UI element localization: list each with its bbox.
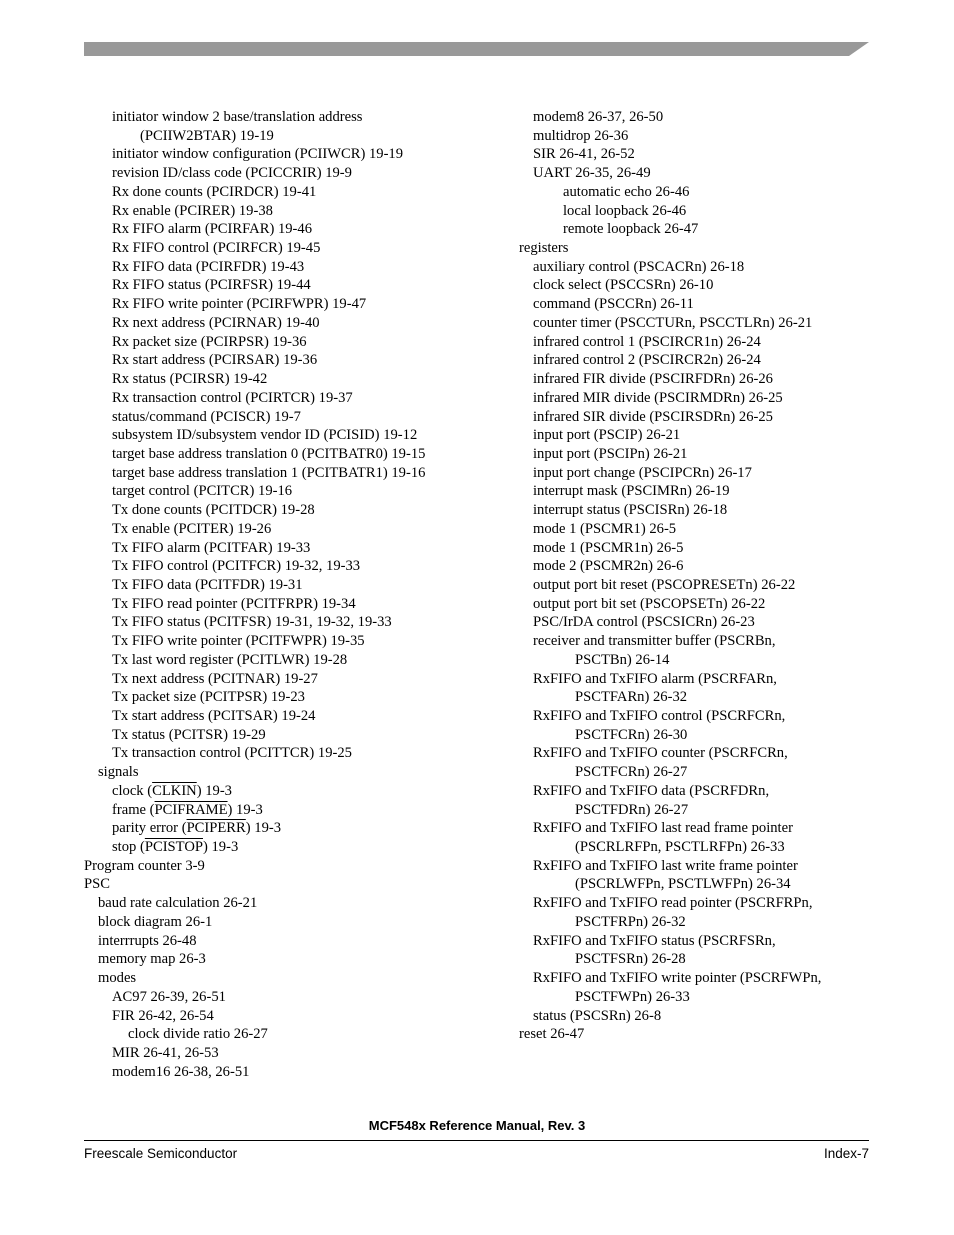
index-entry-text: Rx start address (PCIRSAR) 19-36 bbox=[112, 352, 318, 369]
index-entry bbox=[519, 613, 879, 632]
index-entry-text: infrared SIR divide (PSCIRSDRn) 26-25 bbox=[533, 408, 773, 425]
index-entry-text: Tx FIFO alarm (PCITFAR) 19-33 bbox=[112, 539, 311, 556]
index-entry-text: PSCTFDRn) 26-27 bbox=[575, 801, 689, 818]
index-entry-text: frame ( bbox=[112, 801, 155, 818]
index-entry bbox=[84, 894, 504, 913]
index-entry bbox=[519, 445, 879, 464]
index-entry bbox=[84, 314, 504, 333]
index-column-left bbox=[84, 108, 504, 1081]
index-entry bbox=[519, 651, 879, 670]
index-entry bbox=[84, 670, 504, 689]
index-entry-text: (PSCRLRFPn, PSCTLRFPn) 26-33 bbox=[575, 839, 785, 856]
index-entry-text: Rx transaction control (PCIRTCR) 19-37 bbox=[112, 389, 353, 406]
index-entry bbox=[84, 613, 504, 632]
index-entry bbox=[519, 801, 879, 820]
index-entry bbox=[84, 408, 504, 427]
index-entry bbox=[84, 969, 504, 988]
index-entry bbox=[84, 239, 504, 258]
index-entry bbox=[84, 145, 504, 164]
index-entry bbox=[519, 707, 879, 726]
index-entry-text: registers bbox=[519, 240, 569, 257]
index-entry-text: mode 1 (PSCMR1) 26-5 bbox=[533, 520, 677, 537]
index-entry-text: Tx next address (PCITNAR) 19-27 bbox=[112, 670, 318, 687]
index-entry-text: memory map 26-3 bbox=[98, 951, 206, 968]
index-entry bbox=[519, 969, 879, 988]
index-entry-text: PSCTFWPn) 26-33 bbox=[575, 988, 690, 1005]
index-entry-text: infrared control 1 (PSCIRCR1n) 26-24 bbox=[533, 333, 761, 350]
index-entry bbox=[84, 988, 504, 1007]
index-entry bbox=[519, 913, 879, 932]
index-entry-text: Tx done counts (PCITDCR) 19-28 bbox=[112, 502, 315, 519]
index-entry bbox=[519, 932, 879, 951]
index-entry-text: command (PSCCRn) 26-11 bbox=[533, 296, 694, 313]
index-entry bbox=[84, 127, 504, 146]
index-entry-text: RxFIFO and TxFIFO alarm (PSCRFARn, bbox=[533, 670, 777, 687]
index-entry bbox=[84, 539, 504, 558]
index-entry-text: Rx status (PCIRSR) 19-42 bbox=[112, 371, 268, 388]
footer-company: Freescale Semiconductor bbox=[84, 1146, 238, 1161]
footer-page-number: Index-7 bbox=[823, 1146, 869, 1161]
index-entry-text: RxFIFO and TxFIFO last write frame pointer bbox=[533, 857, 798, 874]
index-entry bbox=[519, 426, 879, 445]
index-entry bbox=[84, 744, 504, 763]
index-entry-text: signals bbox=[98, 764, 139, 781]
index-entry bbox=[519, 670, 879, 689]
index-entry-text: RxFIFO and TxFIFO data (PSCRFDRn, bbox=[533, 782, 770, 799]
index-entry bbox=[84, 295, 504, 314]
index-entry bbox=[519, 389, 879, 408]
index-entry-text: Rx FIFO data (PCIRFDR) 19-43 bbox=[112, 258, 305, 275]
index-entry bbox=[519, 1007, 879, 1026]
index-entry-text: input port (PSCIPn) 26-21 bbox=[533, 445, 688, 462]
index-entry bbox=[519, 295, 879, 314]
index-entry-text: PSC bbox=[84, 876, 110, 893]
index-entry bbox=[519, 333, 879, 352]
index-entry-text: RxFIFO and TxFIFO counter (PSCRFCRn, bbox=[533, 745, 788, 762]
index-entry-text: Tx FIFO read pointer (PCITFRPR) 19-34 bbox=[112, 595, 356, 612]
index-entry-text: infrared control 2 (PSCIRCR2n) 26-24 bbox=[533, 352, 761, 369]
index-entry bbox=[519, 408, 879, 427]
index-entry-text: Program counter 3-9 bbox=[84, 857, 205, 874]
index-entry-text: interrrupts 26-48 bbox=[98, 932, 197, 949]
index-entry bbox=[519, 819, 879, 838]
index-entry bbox=[519, 239, 879, 258]
index-entry-text: AC97 26-39, 26-51 bbox=[112, 988, 226, 1005]
index-entry bbox=[84, 464, 504, 483]
active-low-signal-name: CLKIN bbox=[152, 782, 197, 799]
footer-manual-title: MCF548x Reference Manual, Rev. 3 bbox=[368, 1118, 586, 1133]
index-entry bbox=[84, 857, 504, 876]
index-entry-page-ref: ) 19-3 bbox=[245, 820, 282, 837]
index-entry bbox=[519, 894, 879, 913]
index-entry-text: remote loopback 26-47 bbox=[563, 221, 699, 238]
index-entry-text: Rx FIFO write pointer (PCIRFWPR) 19-47 bbox=[112, 296, 367, 313]
index-entry-text: initiator window configuration (PCIIWCR) 19-19 bbox=[112, 146, 404, 163]
index-entry-text: clock select (PSCCSRn) 26-10 bbox=[533, 277, 714, 294]
index-entry bbox=[519, 595, 879, 614]
index-entry-text: Tx packet size (PCITPSR) 19-23 bbox=[112, 689, 305, 706]
index-entry-text: status/command (PCISCR) 19-7 bbox=[112, 408, 301, 425]
index-entry bbox=[519, 202, 879, 221]
index-entry bbox=[519, 108, 879, 127]
index-entry bbox=[84, 557, 504, 576]
index-entry bbox=[84, 651, 504, 670]
index-entry-text: modem8 26-37, 26-50 bbox=[533, 109, 664, 125]
index-entry-text: Rx done counts (PCIRDCR) 19-41 bbox=[112, 183, 317, 200]
index-entry bbox=[519, 988, 879, 1007]
index-entry-text: reset 26-47 bbox=[519, 1026, 585, 1043]
index-entry bbox=[519, 482, 879, 501]
index-entry-text: receiver and transmitter buffer (PSCRBn, bbox=[533, 633, 776, 650]
index-entry bbox=[84, 426, 504, 445]
index-entry-text: auxiliary control (PSCACRn) 26-18 bbox=[533, 258, 745, 275]
index-entry-text: Rx FIFO status (PCIRFSR) 19-44 bbox=[112, 277, 311, 294]
index-entry-text: output port bit reset (PSCOPRESETn) 26-22 bbox=[533, 576, 796, 593]
index-entry bbox=[84, 183, 504, 202]
index-entry bbox=[519, 520, 879, 539]
index-entry bbox=[519, 857, 879, 876]
active-low-signal-name: PCISTOP bbox=[144, 839, 203, 856]
index-entry bbox=[519, 183, 879, 202]
index-entry bbox=[519, 370, 879, 389]
index-entry bbox=[84, 838, 504, 857]
index-entry-text: target control (PCITCR) 19-16 bbox=[112, 483, 293, 500]
index-entry-page-ref: ) 19-3 bbox=[202, 839, 239, 856]
index-entry bbox=[84, 1025, 504, 1044]
index-entry-text: PSCTBn) 26-14 bbox=[575, 651, 670, 668]
index-entry-text: PSCTFCRn) 26-30 bbox=[575, 726, 688, 743]
index-entry bbox=[84, 726, 504, 745]
index-entry-text: Tx transaction control (PCITTCR) 19-25 bbox=[112, 745, 352, 762]
index-entry-text: Tx enable (PCITER) 19-26 bbox=[112, 520, 272, 537]
index-entry bbox=[84, 1063, 504, 1082]
index-entry bbox=[84, 258, 504, 277]
index-entry bbox=[519, 875, 879, 894]
index-entry-text: Tx status (PCITSR) 19-29 bbox=[112, 726, 266, 743]
index-entry-text: Tx FIFO status (PCITFSR) 19-31, 19-32, 19-33 bbox=[112, 614, 392, 631]
index-entry bbox=[84, 370, 504, 389]
index-entry bbox=[519, 688, 879, 707]
index-entry-text: modes bbox=[98, 970, 137, 987]
index-entry-text: RxFIFO and TxFIFO read pointer (PSCRFRPn, bbox=[533, 895, 813, 912]
index-entry bbox=[519, 220, 879, 239]
index-entry bbox=[84, 707, 504, 726]
index-entry bbox=[519, 464, 879, 483]
index-entry bbox=[519, 838, 879, 857]
index-entry-text: input port change (PSCIPCRn) 26-17 bbox=[533, 464, 752, 481]
index-entry-text: baud rate calculation 26-21 bbox=[98, 895, 258, 912]
index-entry bbox=[84, 482, 504, 501]
index-entry bbox=[84, 333, 504, 352]
index-entry-text: target base address translation 0 (PCITBATR0) 19-15 bbox=[112, 445, 426, 462]
index-entry-text: PSC/IrDA control (PSCSICRn) 26-23 bbox=[533, 614, 755, 631]
index-entry-text: Rx next address (PCIRNAR) 19-40 bbox=[112, 314, 320, 331]
active-low-signal-name: PCIFRAME bbox=[154, 801, 228, 818]
index-entry bbox=[84, 520, 504, 539]
index-entry-text: RxFIFO and TxFIFO last read frame pointer bbox=[533, 820, 793, 837]
index-entry-text: UART 26-35, 26-49 bbox=[533, 165, 651, 182]
index-entry-text: interrupt mask (PSCIMRn) 26-19 bbox=[533, 483, 730, 500]
index-entry bbox=[519, 557, 879, 576]
index-entry bbox=[84, 501, 504, 520]
index-entry bbox=[84, 108, 504, 127]
index-entry-text: Tx FIFO control (PCITFCR) 19-32, 19-33 bbox=[112, 558, 361, 575]
index-entry-text: (PCIIW2BTAR) 19-19 bbox=[140, 127, 274, 144]
index-entry bbox=[84, 164, 504, 183]
index-entry-text: Rx packet size (PCIRPSR) 19-36 bbox=[112, 333, 307, 350]
index-entry-text: (PSCRLWFPn, PSCTLWFPn) 26-34 bbox=[575, 876, 791, 893]
index-entry-text: PSCTFCRn) 26-27 bbox=[575, 764, 688, 781]
index-entry-text: PSCTFSRn) 26-28 bbox=[575, 951, 686, 968]
index-entry-text: Rx FIFO alarm (PCIRFAR) 19-46 bbox=[112, 221, 312, 238]
index-entry bbox=[519, 314, 879, 333]
index-entry bbox=[519, 539, 879, 558]
index-entry bbox=[519, 763, 879, 782]
index-entry bbox=[519, 127, 879, 146]
index-entry-text: parity error ( bbox=[112, 820, 187, 837]
index-entry-text: automatic echo 26-46 bbox=[563, 183, 690, 200]
index-entry-text: modem16 26-38, 26-51 bbox=[112, 1063, 250, 1080]
index-entry bbox=[519, 164, 879, 183]
footer-rule bbox=[84, 1140, 869, 1141]
index-entry-text: mode 1 (PSCMR1n) 26-5 bbox=[533, 539, 684, 556]
index-entry-text: FIR 26-42, 26-54 bbox=[112, 1007, 214, 1024]
index-entry bbox=[84, 763, 504, 782]
index-entry bbox=[519, 576, 879, 595]
index-entry-text: stop ( bbox=[112, 839, 145, 856]
index-column-right bbox=[519, 108, 879, 1044]
index-entry-text: output port bit set (PSCOPSETn) 26-22 bbox=[533, 595, 766, 612]
index-entry bbox=[84, 351, 504, 370]
index-entry bbox=[84, 932, 504, 951]
index-entry-text: Tx start address (PCITSAR) 19-24 bbox=[112, 708, 316, 724]
index-entry-text: target base address translation 1 (PCITBATR1) 19-16 bbox=[112, 464, 426, 481]
index-entry bbox=[519, 744, 879, 763]
index-entry-text: block diagram 26-1 bbox=[98, 913, 213, 930]
index-entry-text: Rx enable (PCIRER) 19-38 bbox=[112, 202, 273, 219]
index-entry-text: SIR 26-41, 26-52 bbox=[533, 146, 635, 163]
index-entry-text: multidrop 26-36 bbox=[533, 127, 629, 144]
index-entry bbox=[84, 276, 504, 295]
index-entry-text: counter timer (PSCCTURn, PSCCTLRn) 26-21 bbox=[533, 314, 813, 331]
index-entry bbox=[84, 202, 504, 221]
index-entry-text: input port (PSCIP) 26-21 bbox=[533, 427, 681, 444]
index-entry-text: initiator window 2 base/translation address bbox=[112, 109, 363, 125]
index-entry bbox=[84, 389, 504, 408]
index-entry bbox=[519, 782, 879, 801]
index-entry-text: infrared FIR divide (PSCIRFDRn) 26-26 bbox=[533, 371, 773, 388]
index-entry bbox=[519, 950, 879, 969]
index-entry-text: MIR 26-41, 26-53 bbox=[112, 1044, 219, 1061]
index-entry-text: status (PSCSRn) 26-8 bbox=[533, 1007, 662, 1024]
index-entry bbox=[84, 688, 504, 707]
index-entry-text: PSCTFARn) 26-32 bbox=[575, 689, 688, 706]
index-entry bbox=[84, 1044, 504, 1063]
index-entry bbox=[519, 258, 879, 277]
index-entry bbox=[84, 220, 504, 239]
index-entry bbox=[519, 351, 879, 370]
index-entry bbox=[84, 632, 504, 651]
index-entry-text: revision ID/class code (PCICCRIR) 19-9 bbox=[112, 165, 352, 182]
index-entry bbox=[84, 801, 504, 820]
index-entry bbox=[519, 501, 879, 520]
index-entry-text: RxFIFO and TxFIFO control (PSCRFCRn, bbox=[533, 708, 786, 724]
index-entry-text: interrupt status (PSCISRn) 26-18 bbox=[533, 502, 728, 519]
index-entry bbox=[84, 576, 504, 595]
index-entry bbox=[519, 726, 879, 745]
index-entry bbox=[84, 782, 504, 801]
index-entry-page-ref: ) 19-3 bbox=[227, 801, 263, 818]
index-entry-text: local loopback 26-46 bbox=[563, 202, 687, 219]
index-entry-text: infrared MIR divide (PSCIRMDRn) 26-25 bbox=[533, 389, 783, 406]
index-entry bbox=[84, 819, 504, 838]
header-bar bbox=[84, 42, 869, 56]
index-entry-text: clock ( bbox=[112, 782, 153, 799]
index-entry bbox=[84, 913, 504, 932]
index-entry bbox=[84, 595, 504, 614]
index-entry-text: subsystem ID/subsystem vendor ID (PCISID) 19-12 bbox=[112, 427, 418, 444]
index-entry-text: Tx FIFO write pointer (PCITFWPR) 19-35 bbox=[112, 633, 365, 650]
index-entry bbox=[84, 875, 504, 894]
index-entry-text: Tx last word register (PCITLWR) 19-28 bbox=[112, 651, 348, 668]
index-entry-page-ref: ) 19-3 bbox=[196, 782, 232, 799]
index-entry bbox=[84, 445, 504, 464]
active-low-signal-name: PCIPERR bbox=[186, 820, 246, 837]
index-entry bbox=[519, 632, 879, 651]
index-entry bbox=[84, 1007, 504, 1026]
index-entry-text: RxFIFO and TxFIFO write pointer (PSCRFWPn, bbox=[533, 970, 822, 987]
index-entry-text: RxFIFO and TxFIFO status (PSCRFSRn, bbox=[533, 932, 776, 949]
index-entry bbox=[84, 950, 504, 969]
index-entry-text: mode 2 (PSCMR2n) 26-6 bbox=[533, 558, 684, 575]
index-entry-text: Rx FIFO control (PCIRFCR) 19-45 bbox=[112, 240, 321, 257]
index-entry bbox=[519, 276, 879, 295]
index-entry bbox=[519, 1025, 879, 1044]
index-entry-text: clock divide ratio 26-27 bbox=[128, 1026, 268, 1043]
index-entry-text: PSCTFRPn) 26-32 bbox=[575, 913, 686, 930]
index-entry bbox=[519, 145, 879, 164]
index-entry-text: Tx FIFO data (PCITFDR) 19-31 bbox=[112, 576, 303, 593]
